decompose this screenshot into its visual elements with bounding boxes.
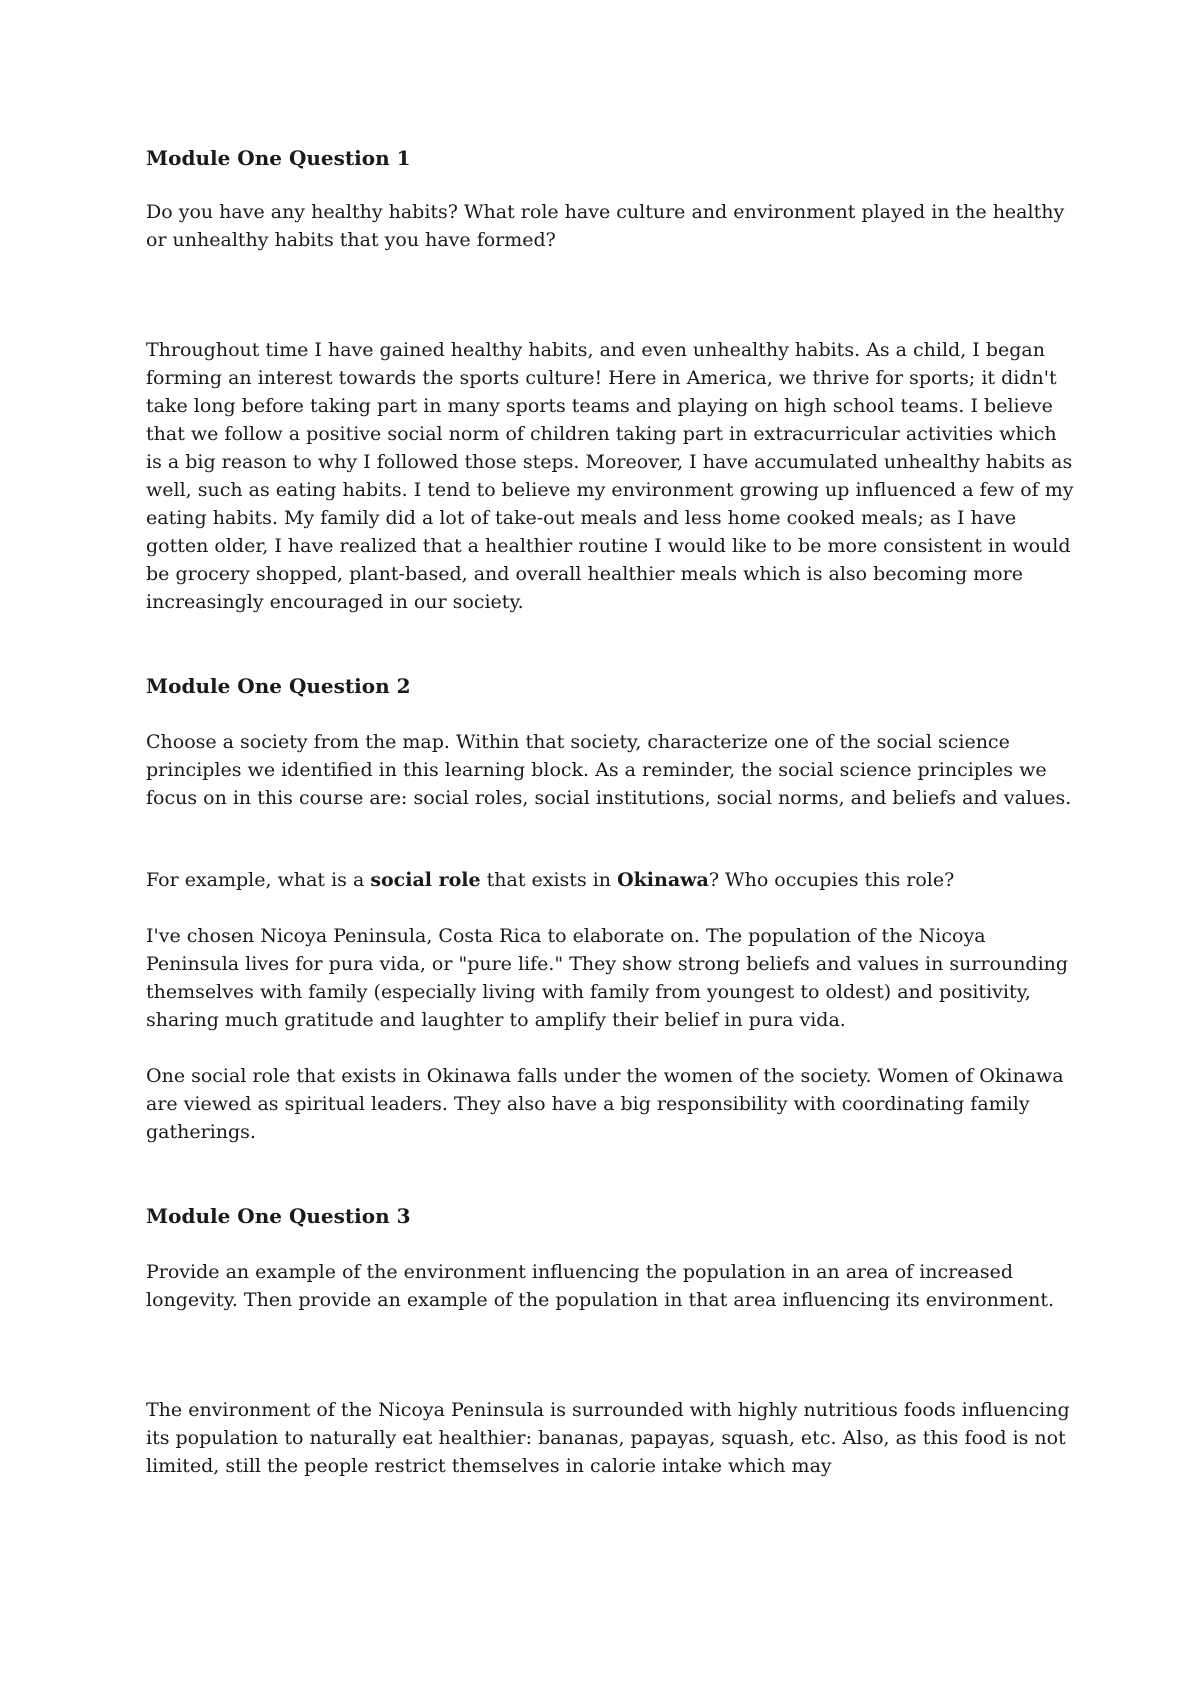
q2-example-text-3: ? Who occupies this role? bbox=[708, 869, 955, 891]
q1-prompt: Do you have any healthy habits? What role have culture and environment played in the healthy or unhealthy habits that you have formed? bbox=[146, 201, 1065, 251]
q1-answer: Throughout time I have gained healthy habits, and even unhealthy habits. As a child, I began forming an interest towards the sports culture! Here in America, we thrive for sports; it didn't take long before taking part in many sports teams and playing on high school teams. I believe that we follow a positive social norm of children taking part in extracurricular activities which is a big reason to why I followed those steps. Moreover, I have accumulated unhealthy habits as well, such as eating habits. I tend to believe my environment growing up influenced a few of my eating habits. My family did a lot of take-out meals and less home cooked meals; as I have gotten older, I have realized that a healthier routine I would like to be more consistent in would be grocery shopped, plant-based, and overall healthier meals which is also becoming more increasingly encouraged in our society. bbox=[146, 339, 1074, 613]
q3-answer: The environment of the Nicoya Peninsula is surrounded with highly nutritious foods influencing its population to naturally eat healthier: bananas, papayas, squash, etc. Also, as this food is not limited, still the people restrict themselves in calorie intake which may bbox=[146, 1399, 1070, 1477]
q3-prompt: Provide an example of the environment influencing the population in an area of increased longevity. Then provide an example of the population in that area influencing its environment. bbox=[146, 1261, 1055, 1311]
q2-example-text-2: that exists in bbox=[480, 869, 618, 891]
q2-example-bold-okinawa: Okinawa bbox=[617, 869, 709, 891]
document-page bbox=[146, 144, 1076, 1480]
q2-example bbox=[146, 866, 1076, 894]
q2-heading: Module One Question 2 bbox=[146, 674, 411, 698]
q1-heading: Module One Question 1 bbox=[146, 146, 411, 170]
q2-prompt: Choose a society from the map. Within that society, characterize one of the social science principles we identified in this learning block. As a reminder, the social science principles we focus on in this course are: social roles, social institutions, social norms, and beliefs and values. bbox=[146, 731, 1072, 809]
q3-heading: Module One Question 3 bbox=[146, 1204, 411, 1228]
q2-example-text-1: For example, what is a bbox=[146, 869, 371, 891]
q2-answer-1: I've chosen Nicoya Peninsula, Costa Rica to elaborate on. The population of the Nicoya Peninsula lives for pura vida, or "pure life." They show strong beliefs and values in surrounding themselves with family (especially living with family from youngest to oldest) and positivity, sharing much gratitude and laughter to amplify their belief in pura vida. bbox=[146, 925, 1069, 1031]
q2-example-bold-social-role: social role bbox=[370, 869, 481, 891]
q2-answer-2: One social role that exists in Okinawa falls under the women of the society. Women of Okinawa are viewed as spiritual leaders. They also have a big responsibility with coordinating family gatherings. bbox=[146, 1065, 1064, 1143]
